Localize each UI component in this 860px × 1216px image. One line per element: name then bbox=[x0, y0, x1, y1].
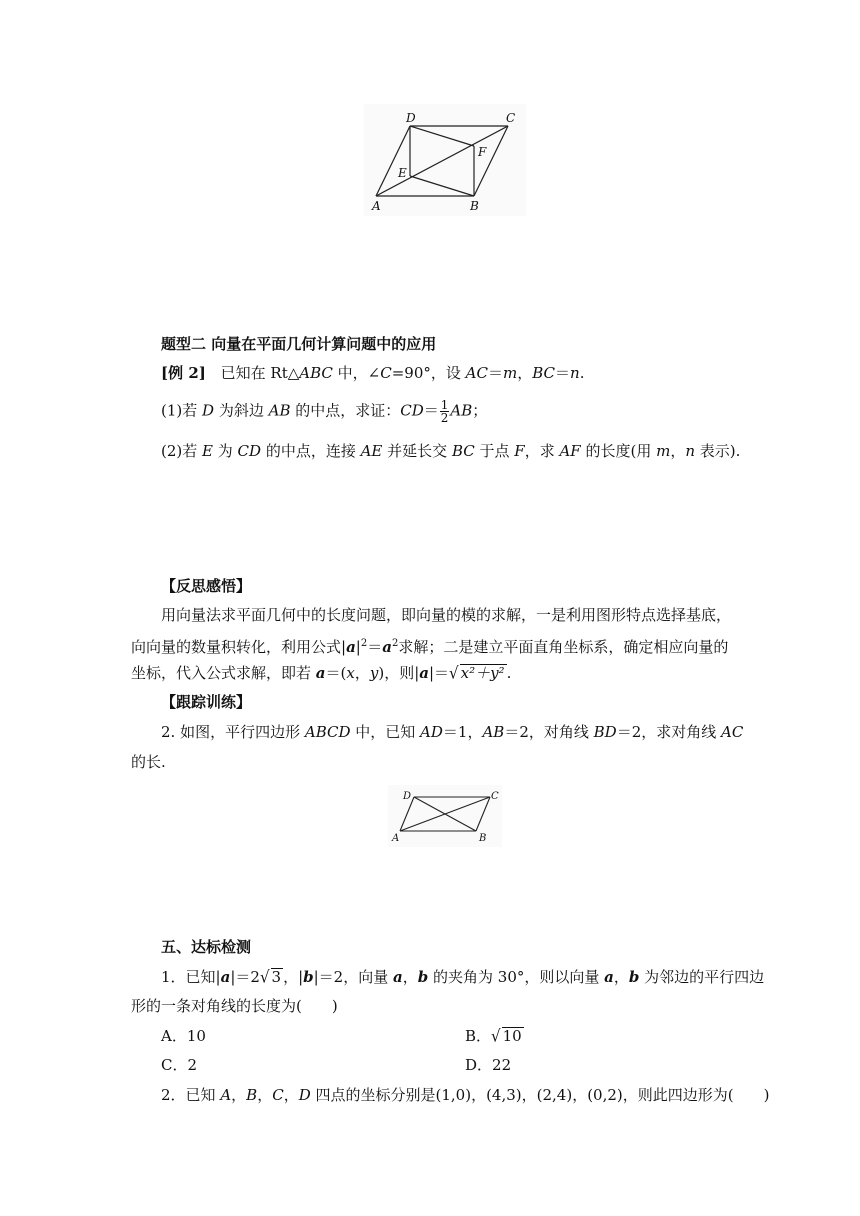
tracking-heading: 【跟踪训练】 bbox=[161, 693, 252, 711]
text-span: 的长度(用 bbox=[580, 442, 657, 460]
fraction-one-half bbox=[440, 399, 450, 424]
sqrt-content: x²＋y² bbox=[460, 664, 505, 682]
var-c: C bbox=[380, 364, 392, 382]
example-tag: [例 2] bbox=[161, 364, 206, 382]
text-span: . bbox=[579, 364, 585, 382]
text-span: ， bbox=[670, 442, 686, 460]
text-span: 表示). bbox=[695, 442, 741, 460]
var-af: AF bbox=[559, 442, 581, 460]
var-ab: AB bbox=[268, 401, 291, 420]
text-span: ， bbox=[354, 664, 370, 682]
sqrt-content: 3 bbox=[271, 968, 282, 986]
var-m: m bbox=[656, 442, 671, 460]
var-ae: AE bbox=[360, 442, 383, 460]
var-y: y bbox=[369, 664, 379, 682]
var-n: n bbox=[685, 442, 696, 460]
text-span: ＝1， bbox=[442, 723, 483, 741]
section-heading-type2: 题型二 向量在平面几何计算问题中的应用 bbox=[161, 335, 437, 353]
var-ac: AC bbox=[465, 364, 488, 382]
var-n: n bbox=[570, 364, 580, 382]
vector-a: a bbox=[419, 664, 429, 682]
reflection-line-1: 用向量法求平面几何中的长度问题，即向量的模的求解，一是利用图形特点选择基底， bbox=[161, 606, 732, 624]
reflection-heading: 【反思感悟】 bbox=[161, 577, 252, 595]
text-span: ＝2，求对角线 bbox=[616, 723, 721, 741]
var-bd: BD bbox=[593, 723, 617, 741]
var-x: x bbox=[346, 664, 355, 682]
text-span: 已知在 Rt△ bbox=[220, 364, 300, 382]
vector-a: a bbox=[315, 664, 326, 682]
text-span: 求解；二是建立平面直角坐标系，确定相应向量的 bbox=[398, 638, 729, 656]
superscript: 2 bbox=[360, 638, 368, 649]
fraction-numerator: 1 bbox=[440, 398, 449, 412]
text-span: (2)若 bbox=[161, 442, 203, 460]
var-m: m bbox=[503, 364, 518, 382]
var-ab: AB bbox=[482, 723, 505, 741]
text-span: 为斜边 bbox=[214, 401, 269, 420]
var-c: C bbox=[272, 1086, 284, 1104]
label-d: D bbox=[403, 791, 412, 802]
label-c: C bbox=[491, 791, 499, 802]
reflection-line-2 bbox=[131, 633, 728, 658]
figure-parallelogram-abcd bbox=[388, 785, 502, 847]
section-heading-5: 五、达标检测 bbox=[161, 938, 252, 956]
text-span: 中，已知 bbox=[350, 723, 421, 741]
text-span: )，则| bbox=[378, 664, 420, 682]
text-span: 四点的坐标分别是(1,0)，(4,3)，(2,4)，(0,2)，则此四边形为( ) bbox=[310, 1086, 770, 1104]
text-span: ＝ bbox=[487, 364, 503, 382]
fraction-denominator: 2 bbox=[440, 411, 449, 425]
edge-ad bbox=[400, 797, 414, 831]
text-span: 坐标，代入公式求解，即若 bbox=[131, 664, 316, 682]
text-span: ，求 bbox=[524, 442, 560, 460]
figure-parallelogram-abcd-svg bbox=[388, 785, 502, 847]
tracking-question-line-1 bbox=[161, 721, 743, 743]
text-span: ， bbox=[517, 364, 533, 382]
option-b bbox=[465, 1025, 524, 1047]
example-2-question-2 bbox=[161, 440, 740, 462]
vector-b: b bbox=[417, 968, 429, 986]
text-span: 为邻边的平行四边 bbox=[639, 968, 765, 986]
text-span: ＝ bbox=[423, 401, 439, 420]
sqrt-icon: √ bbox=[449, 663, 459, 683]
text-span: (1)若 bbox=[161, 401, 203, 420]
text-span: ＝( bbox=[325, 664, 347, 682]
sqrt-content: 10 bbox=[502, 1027, 522, 1045]
tracking-question-line-2: 的长. bbox=[131, 753, 166, 771]
text-span: 的夹角为 30°，则以向量 bbox=[428, 968, 605, 986]
label-b: B bbox=[479, 833, 487, 844]
var-b: B bbox=[246, 1086, 258, 1104]
vector-a: a bbox=[604, 968, 614, 986]
sqrt-icon: √ bbox=[259, 967, 270, 987]
var-a: A bbox=[220, 1086, 232, 1104]
label-d: D bbox=[406, 111, 416, 125]
check-question-1-line-2: 形的一条对角线的长度为( ) bbox=[131, 997, 338, 1015]
text-span: ，| bbox=[283, 968, 304, 986]
figure-parallelogram-ef bbox=[364, 104, 526, 216]
text-span: 于点 bbox=[474, 442, 515, 460]
var-bc: BC bbox=[532, 364, 556, 382]
edge-eb bbox=[410, 176, 474, 196]
text-span: ＝ bbox=[555, 364, 571, 382]
text-span: 的中点，求证： bbox=[290, 401, 401, 420]
text-span: . bbox=[506, 664, 512, 682]
var-f: F bbox=[514, 442, 525, 460]
var-d: D bbox=[202, 401, 215, 420]
text-span: 2．已知 bbox=[161, 1086, 221, 1104]
diagonal-bd bbox=[414, 797, 476, 831]
edge-cb bbox=[474, 126, 508, 196]
superscript: 2 bbox=[391, 638, 399, 649]
label-e: E bbox=[398, 166, 407, 180]
option-d: D．22 bbox=[465, 1056, 512, 1074]
option-c: C．2 bbox=[161, 1056, 198, 1074]
check-question-2 bbox=[161, 1084, 769, 1106]
text-span: ， bbox=[283, 1086, 299, 1104]
label-a: A bbox=[372, 199, 381, 213]
figure-parallelogram-ef-svg bbox=[364, 104, 526, 216]
vector-a: a bbox=[393, 968, 403, 986]
check-question-1-line-1 bbox=[161, 966, 764, 988]
text-span: 1．已知| bbox=[161, 968, 221, 986]
example-2-statement bbox=[161, 362, 585, 384]
vector-a: a bbox=[220, 968, 231, 986]
text-span: 的中点，连接 bbox=[261, 442, 361, 460]
text-span: |＝ bbox=[428, 664, 450, 682]
var-abcd: ABCD bbox=[304, 723, 351, 741]
text-span: |＝2 bbox=[230, 968, 260, 986]
vector-a: a bbox=[346, 638, 356, 656]
text-span: 并延长交 bbox=[382, 442, 452, 460]
text-span: ， bbox=[613, 968, 629, 986]
edge-ad bbox=[376, 126, 410, 196]
edge-cb bbox=[476, 797, 490, 831]
text-span: ， bbox=[402, 968, 418, 986]
label-b: B bbox=[470, 199, 479, 213]
var-d: D bbox=[298, 1086, 311, 1104]
sqrt-icon: √ bbox=[491, 1026, 501, 1046]
label-c: C bbox=[506, 111, 516, 125]
text-span: 为 bbox=[212, 442, 238, 460]
text-span: | bbox=[355, 638, 361, 656]
var-ac: AC bbox=[721, 723, 744, 741]
var-cd: CD bbox=[400, 401, 424, 420]
text-span: 中，∠ bbox=[332, 364, 381, 382]
text-span: 向向量的数量积转化，利用公式| bbox=[131, 638, 347, 656]
text-span: ＝2，对角线 bbox=[504, 723, 594, 741]
text-span: ＝ bbox=[367, 638, 383, 656]
var-e: E bbox=[202, 442, 213, 460]
vector-a: a bbox=[382, 638, 392, 656]
var-ab: AB bbox=[450, 401, 473, 420]
reflection-line-3 bbox=[131, 662, 511, 684]
edge-df bbox=[410, 126, 474, 146]
text-span: ， bbox=[257, 1086, 273, 1104]
text-span: =90°，设 bbox=[391, 364, 466, 382]
text-span: |＝2，向量 bbox=[313, 968, 393, 986]
var-ad: AD bbox=[420, 723, 443, 741]
option-a: A．10 bbox=[161, 1027, 206, 1045]
text-span: ； bbox=[472, 401, 488, 420]
text-span: B． bbox=[465, 1027, 492, 1045]
var-bc: BC bbox=[451, 442, 475, 460]
label-a: A bbox=[392, 833, 400, 844]
text-span: ， bbox=[231, 1086, 247, 1104]
text-span: 2. 如图，平行四边形 bbox=[161, 723, 305, 741]
var-abc: ABC bbox=[299, 364, 333, 382]
var-cd: CD bbox=[237, 442, 262, 460]
example-2-question-1 bbox=[161, 399, 487, 424]
label-f: F bbox=[478, 145, 487, 159]
vector-b: b bbox=[628, 968, 640, 986]
vector-b: b bbox=[303, 968, 314, 986]
